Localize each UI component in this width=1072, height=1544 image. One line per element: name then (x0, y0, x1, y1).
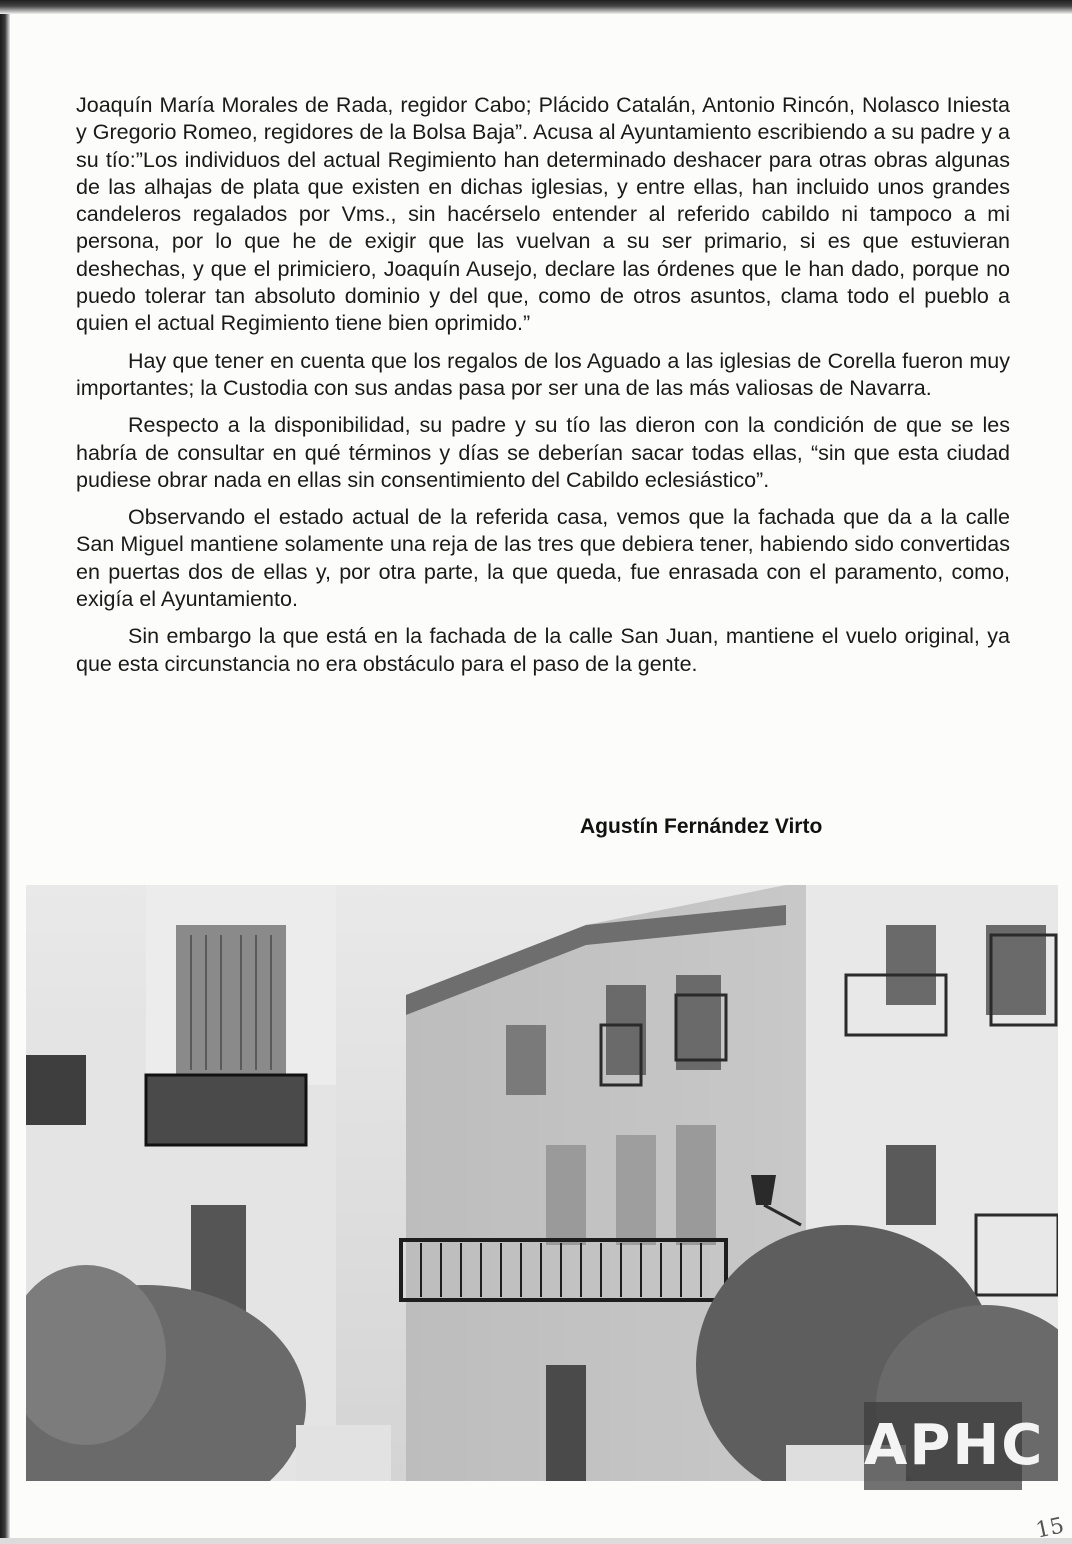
street-photograph (26, 885, 1058, 1481)
building-facade-illustration (26, 885, 1058, 1481)
author-signature: Agustín Fernández Virto (580, 815, 823, 838)
scan-edge-left (0, 0, 10, 1544)
page-number: 15 (1033, 1513, 1067, 1544)
scan-edge-bottom (0, 1538, 1072, 1544)
scan-edge-top (0, 0, 1072, 14)
paragraph-1: Joaquín María Morales de Rada, regidor Cabo; Plácido Catalán, Antonio Rincón, Nolasco Iniesta y Gregorio Romeo, regidores de la Bolsa Baja”. Acusa al Ayuntamiento escribiendo a su padre y a su tío:”Los individuos del actual Regimiento han determinado deshacer para otras obras algunas de las alhajas de plata que existen en dichas iglesias, y entre ellas, han incluido unos grandes candeleros regalados por Vms., sin hacérselo entender al referido cabildo ni tampoco a mi persona, por lo que he de exigir que las vuelvan a su ser primario, si es que estuvieran deshechas, y que el primiciero, Joaquín Ausejo, declare las órdenes que le han dado, porque no puedo tolerar tan absoluto dominio y del que, como de otros asuntos, clama todo el pueblo a quien el actual Regimiento tiene bien oprimido.” (76, 93, 1010, 336)
paragraph-5: Sin embargo la que está en la fachada de la calle San Juan, mantiene el vuelo original, ya que esta circunstancia no era obstáculo para el paso de la gente. (76, 624, 1010, 676)
paragraph-2: Hay que tener en cuenta que los regalos de los Aguado a las iglesias de Corella fueron muy importantes; la Custodia con sus andas pasa por ser una de las más valiosas de Navarra. (76, 348, 1010, 400)
aphc-watermark: APHC (864, 1402, 1022, 1490)
paragraph-3: Respecto a la disponibilidad, su padre y su tío las dieron con la condición de que se les habría de consultar en qué términos y días se deberían sacar todas ellas, “sin que esta ciudad pudiese obrar nada en ellas sin consentimiento del Cabildo eclesiástico”. (76, 413, 1010, 492)
paragraph-4: Observando el estado actual de la referida casa, vemos que la fachada que da a la calle San Miguel mantiene solamente una reja de las tres que debiera tener, habiendo sido convertidas en puertas dos de ellas y, por otra parte, la que queda, fue enrasada con el paramento, como, exigía el Ayuntamiento. (76, 505, 1010, 612)
article-text (76, 92, 1010, 688)
